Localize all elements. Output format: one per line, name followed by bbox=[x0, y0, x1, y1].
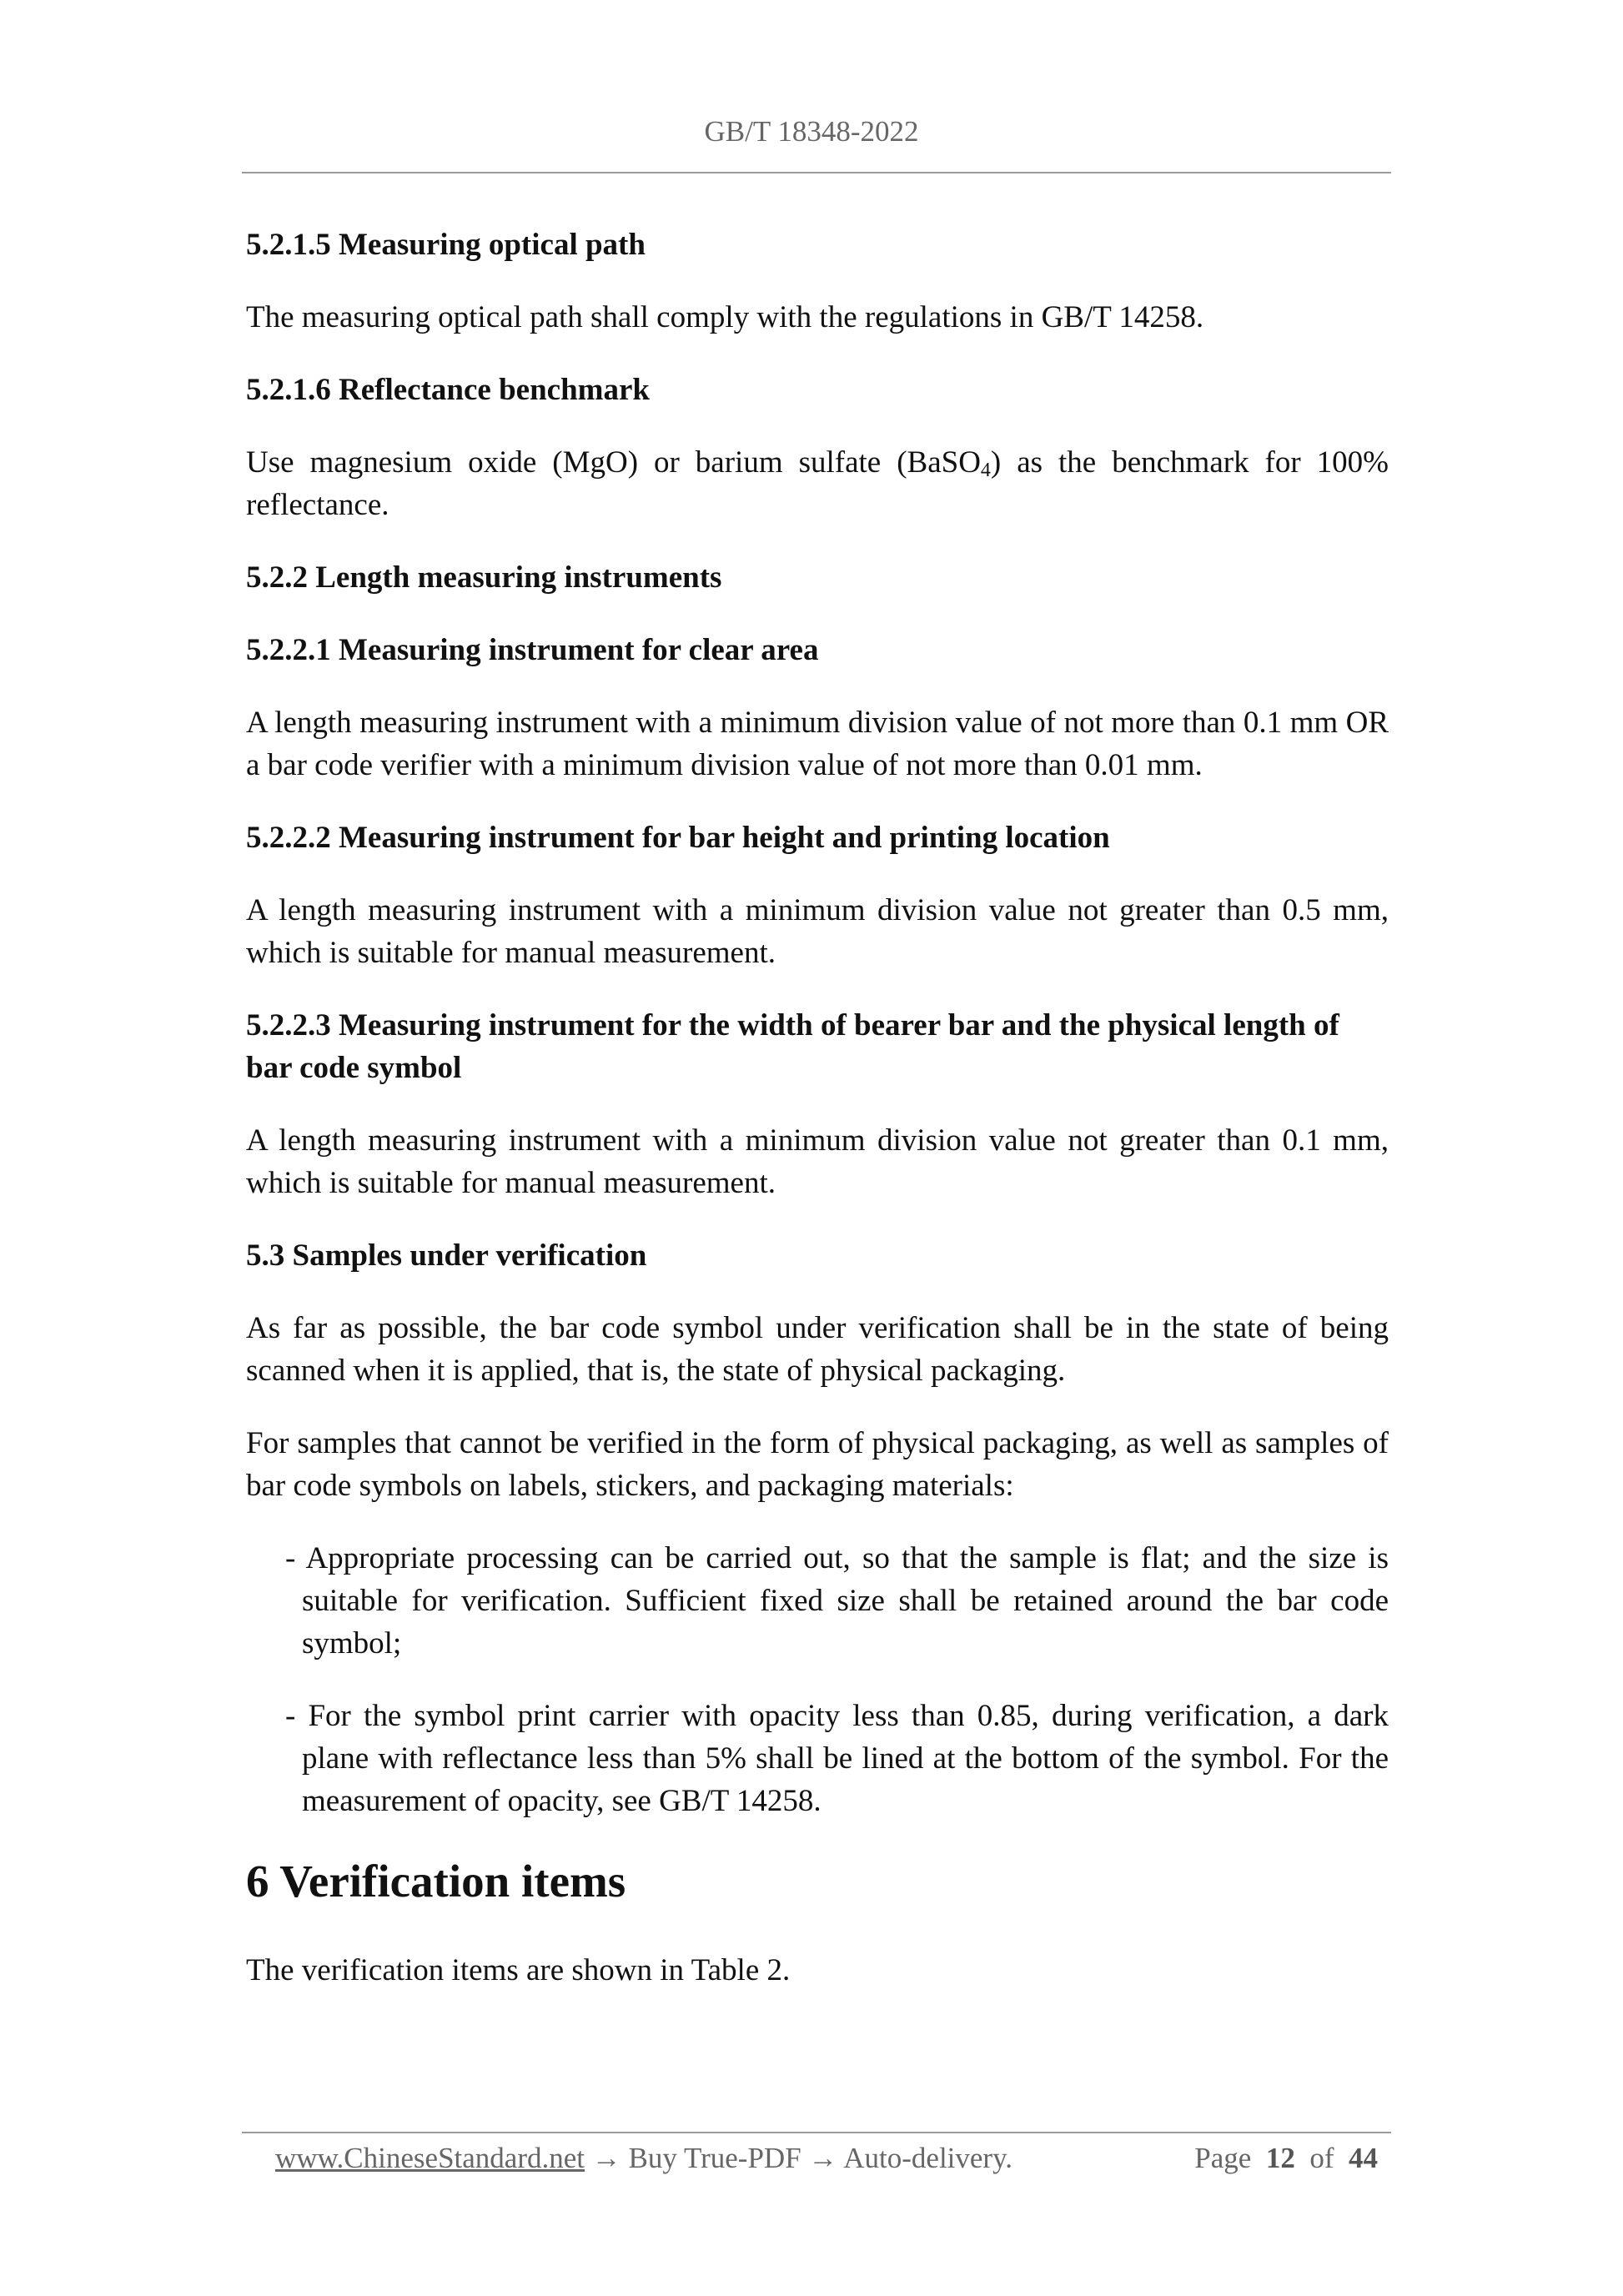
heading-5-3: 5.3 Samples under verification bbox=[246, 1238, 647, 1273]
paragraph-5-2-2-1: A length measuring instrument with a minimum division value of not more than 0.1 mm OR a bar code verifier with a minimum division value of not more than 0.01 mm. bbox=[246, 706, 1389, 782]
paragraph-5-3-2: For samples that cannot be verified in the form of physical packaging, as well as samples of bar code symbols on labels, stickers, and packaging materials: bbox=[246, 1426, 1389, 1503]
heading-5-2-2: 5.2.2 Length measuring instruments bbox=[246, 560, 722, 595]
auto-delivery-text: Auto-delivery. bbox=[843, 2142, 1013, 2174]
total-pages: 44 bbox=[1349, 2142, 1378, 2174]
page-number-indicator bbox=[1194, 2142, 1378, 2175]
document-body bbox=[246, 224, 1389, 2022]
heading-5-2-2-1: 5.2.2.1 Measuring instrument for clear area bbox=[246, 633, 819, 667]
paragraph-5-2-1-6-part1: Use magnesium oxide (MgO) or barium sulfate (BaSO bbox=[246, 445, 981, 480]
buy-true-pdf-text: Buy True-PDF bbox=[628, 2142, 801, 2174]
page-header-standard-id: GB/T 18348-2022 bbox=[704, 115, 919, 148]
heading-5-2-1-6: 5.2.1.6 Reflectance benchmark bbox=[246, 373, 650, 407]
footer-links bbox=[275, 2142, 1012, 2175]
paragraph-5-2-2-2: A length measuring instrument with a minimum division value not greater than 0.5 mm, which is suitable for manual measurement. bbox=[246, 893, 1389, 970]
current-page-number: 12 bbox=[1265, 2142, 1295, 2174]
of-label: of bbox=[1309, 2142, 1334, 2174]
heading-5-2-1-5: 5.2.1.5 Measuring optical path bbox=[246, 228, 646, 262]
paragraph-5-2-1-6 bbox=[246, 441, 1389, 526]
paragraph-5-2-1-5: The measuring optical path shall comply with the regulations in GB/T 14258. bbox=[246, 300, 1204, 334]
header-divider bbox=[242, 172, 1391, 173]
paragraph-5-3-1: As far as possible, the bar code symbol under verification shall be in the state of being scanned when it is applied, that is, the state of physical packaging. bbox=[246, 1311, 1389, 1388]
list-item: - For the symbol print carrier with opacity less than 0.85, during verification, a dark plane with reflectance less than 5% shall be lined at the bottom of the symbol. For the measurement of opacity, see GB/T 14258. bbox=[285, 1699, 1389, 1818]
page-label: Page bbox=[1194, 2142, 1252, 2174]
list-item: - Appropriate processing can be carried out, so that the sample is flat; and the size is suitable for verification. Sufficient fixed size shall be retained around the bar code symbol; bbox=[285, 1541, 1389, 1660]
heading-5-2-2-3: 5.2.2.3 Measuring instrument for the width of bearer bar and the physical length of bar code symbol bbox=[246, 1008, 1339, 1085]
chinese-standard-link[interactable]: www.ChineseStandard.net bbox=[275, 2142, 585, 2174]
heading-6: 6 Verification items bbox=[246, 1856, 626, 1907]
arrow-right-icon: → bbox=[585, 2142, 629, 2174]
paragraph-5-2-2-3: A length measuring instrument with a minimum division value not greater than 0.1 mm, which is suitable for manual measurement. bbox=[246, 1123, 1389, 1200]
footer-divider bbox=[242, 2132, 1391, 2133]
baso4-subscript: 4 bbox=[980, 460, 991, 481]
arrow-right-icon: → bbox=[801, 2142, 844, 2174]
heading-5-2-2-2: 5.2.2.2 Measuring instrument for bar height and printing location bbox=[246, 821, 1110, 855]
paragraph-5-2-1-6-part2: ) as the benchmark for 100% reflectance. bbox=[246, 445, 1389, 522]
paragraph-6: The verification items are shown in Table 2. bbox=[246, 1953, 791, 1987]
